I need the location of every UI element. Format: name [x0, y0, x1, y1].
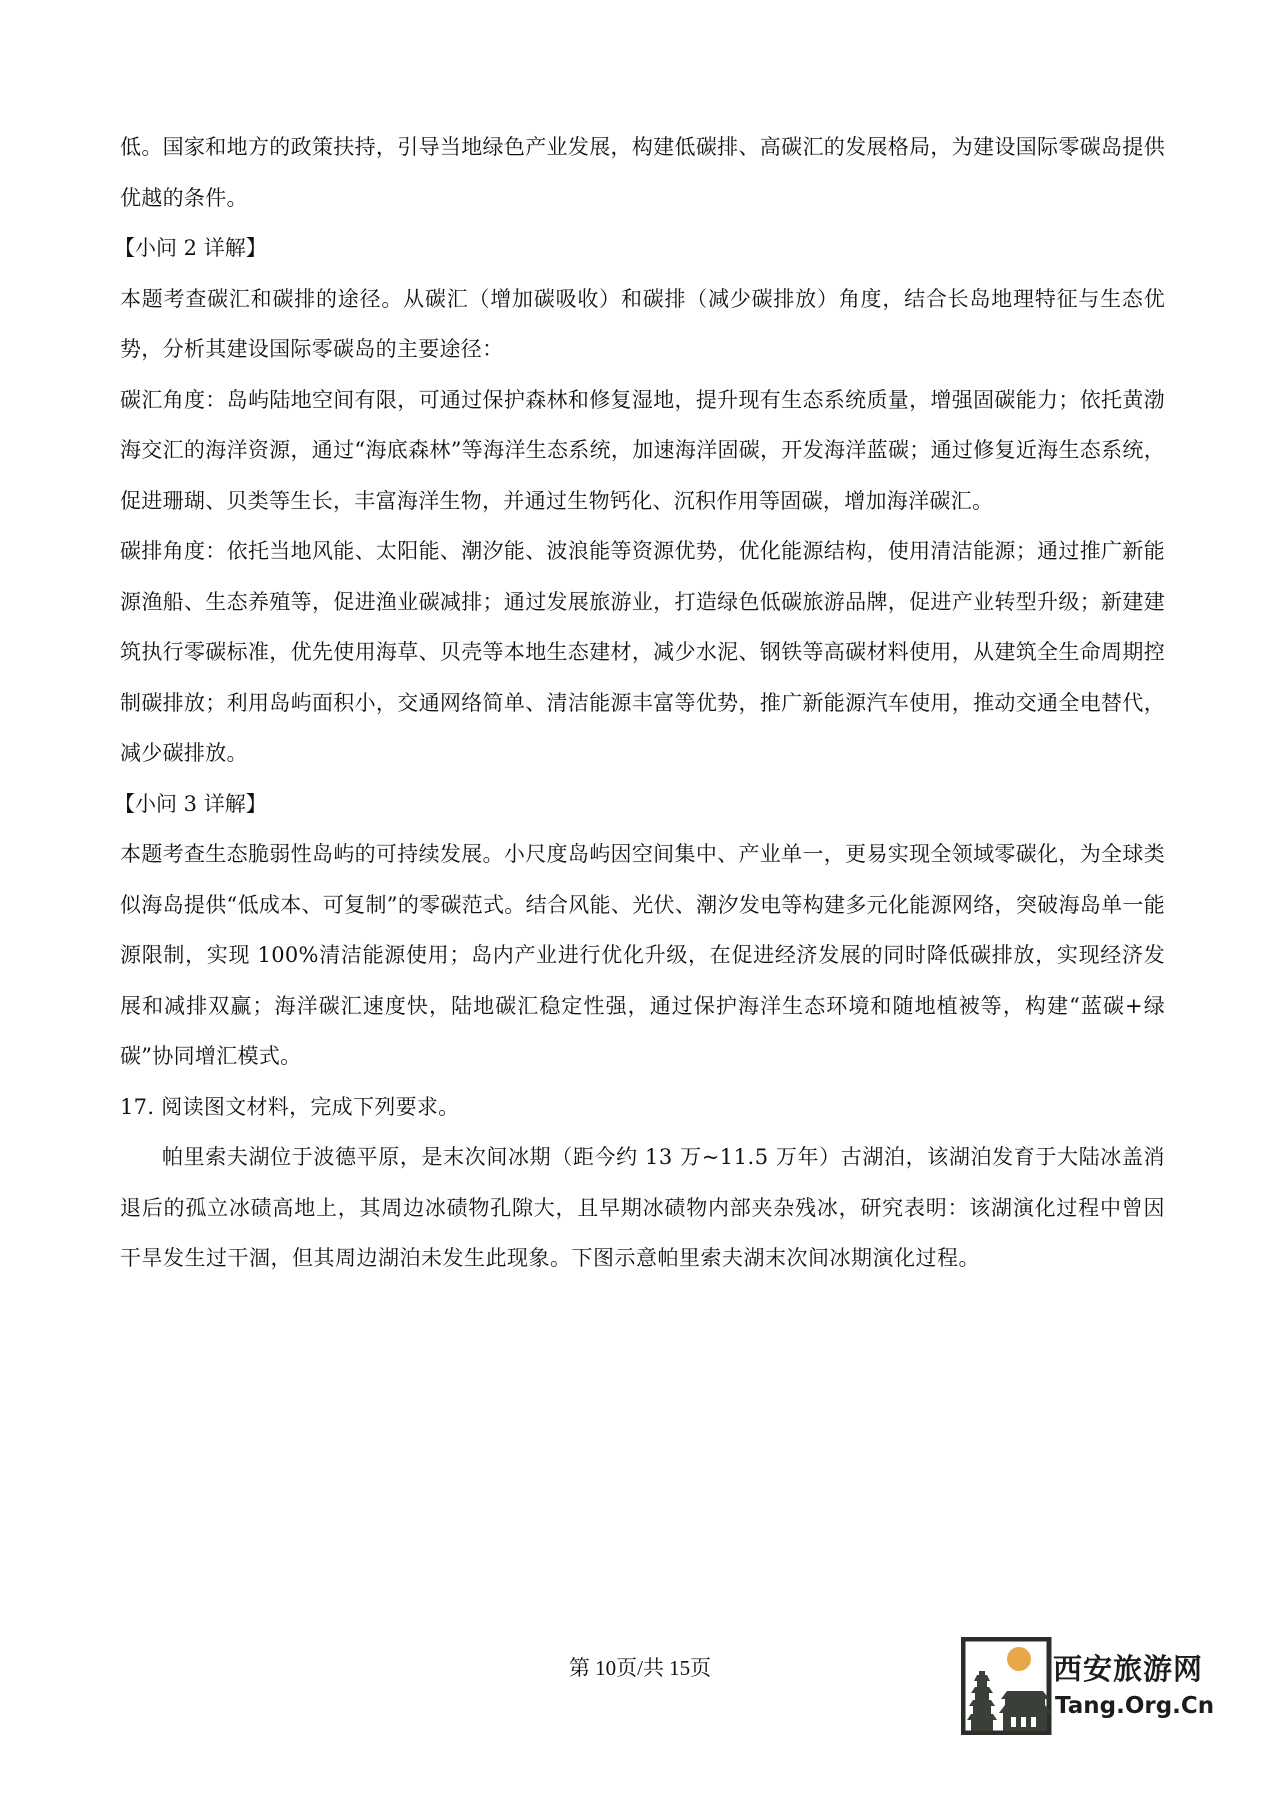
heading-subquestion-3: 【小问 3 详解】 [114, 791, 267, 816]
question-17-title: 17. 阅读图文材料，完成下列要求。 [120, 1094, 460, 1119]
question-17-material: 帕里索夫湖位于波德平原，是末次间冰期（距今约 13 万~11.5 万年）古湖泊，该湖泊发育于大陆冰盖消退后的孤立冰碛高地上，其周边冰碛物孔隙大，且早期冰碛物内部夹杂残冰，研究表明：该湖演化过程中曾因干旱发生过干涸，但其周边湖泊未发生此现象。下图示意帕里索夫湖末次间冰期演化过程。 [120, 1145, 1165, 1270]
paragraph-carbon-sink-angle: 碳汇角度：岛屿陆地空间有限，可通过保护森林和修复湿地，提升现有生态系统质量，增强固碳能力；依托黄渤海交汇的海洋资源，通过“海底森林”等海洋生态系统，加速海洋固碳，开发海洋蓝碳；通过修复近海生态系统，促进珊瑚、贝类等生长，丰富海洋生物，并通过生物钙化、沉积作用等固碳，增加海洋碳汇。 [120, 387, 1165, 513]
paragraph-policy-support: 低。国家和地方的政策扶持，引导当地绿色产业发展，构建低碳排、高碳汇的发展格局，为建设国际零碳岛提供优越的条件。 [120, 135, 1165, 210]
paragraph-sustainable-development: 本题考查生态脆弱性岛屿的可持续发展。小尺度岛屿因空间集中、产业单一，更易实现全领域零碳化，为全球类似海岛提供“低成本、可复制”的零碳范式。结合风能、光伏、潮汐发电等构建多元化能源网络，突破海岛单一能源限制，实现 100%清洁能源使用；岛内产业进行优化升级，在促进经济发展的同时降低碳排放，实现经济发展和减排双赢；海洋碳汇速度快，陆地碳汇稳定性强，通过保护海洋生态环境和随地植被等，构建“蓝碳+绿碳”协同增汇模式。 [120, 842, 1165, 1068]
page-number: 第 10页/共 15页 [568, 1656, 712, 1680]
paragraph-carbon-sink-intro: 本题考查碳汇和碳排的途径。从碳汇（增加碳吸收）和碳排（减少碳排放）角度，结合长岛地理特征与生态优势，分析其建设国际零碳岛的主要途径： [120, 286, 1165, 361]
watermark-subtitle: Tang.Org.Cn [1055, 1693, 1215, 1719]
pagoda-logo-icon [961, 1637, 1053, 1735]
watermark-logo [961, 1637, 1216, 1735]
heading-subquestion-2: 【小问 2 详解】 [114, 236, 267, 260]
document-body [114, 122, 1165, 1284]
paragraph-carbon-emission-angle: 碳排角度：依托当地风能、太阳能、潮汐能、波浪能等资源优势，优化能源结构，使用清洁能源；通过推广新能源渔船、生态养殖等，促进渔业碳减排；通过发展旅游业，打造绿色低碳旅游品牌，促进产业转型升级；新建建筑执行零碳标准，优先使用海草、贝壳等本地生态建材，减少水泥、钢铁等高碳材料使用，从建筑全生命周期控制碳排放；利用岛屿面积小，交通网络简单、清洁能源丰富等优势，推广新能源汽车使用，推动交通全电替代，减少碳排放。 [120, 539, 1165, 765]
watermark-title: 西安旅游网 [1053, 1652, 1204, 1686]
